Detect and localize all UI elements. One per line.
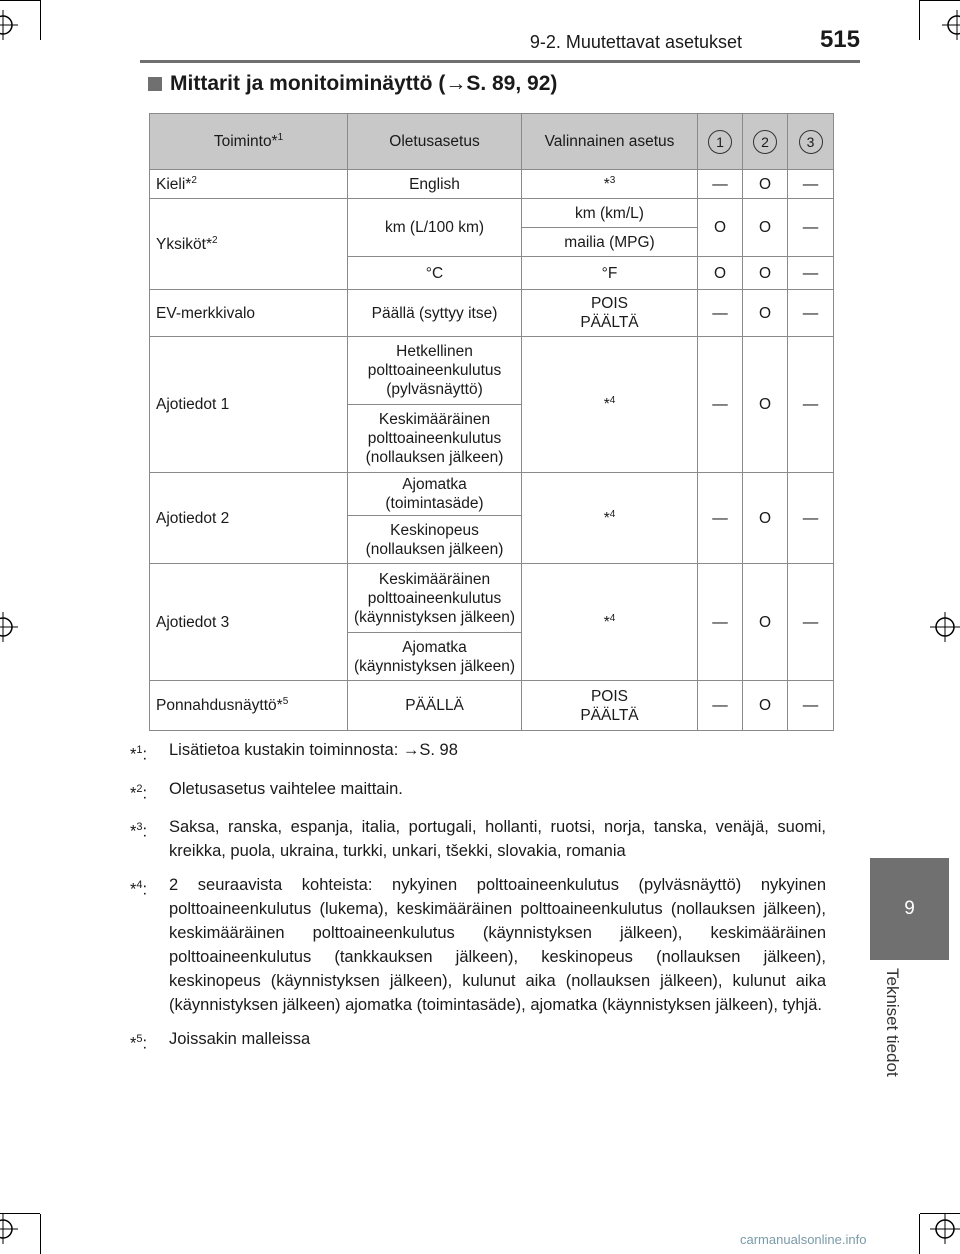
default-value: Ajomatka (toimintasäde) (348, 473, 522, 516)
footnote (130, 873, 826, 1017)
footnote-text: Joissakin malleissa (169, 1030, 311, 1048)
header-function: Toiminto*$^1$ (150, 114, 348, 170)
footnote-mark: *$^2$: (130, 782, 148, 802)
heading-label: Mittarit ja monitoiminäyttö ( (170, 72, 446, 95)
optional-value: POIS PÄÄLTÄ (522, 681, 698, 731)
cell-col-3: — (788, 473, 834, 564)
default-value: Keskimääräinen polttoaineenkulutus (nollauksen jälkeen) (348, 405, 522, 473)
cell-col-2: O (743, 170, 788, 199)
table-row (150, 290, 834, 337)
table-row (150, 199, 834, 228)
header-col-1 (698, 114, 743, 170)
footnote (130, 777, 826, 806)
optional-value: km (km/L) (522, 199, 698, 228)
crop-line (40, 1214, 41, 1254)
cell-col-3: — (788, 257, 834, 290)
chapter-tab: 9 (870, 858, 949, 960)
crop-line (0, 0, 40, 1)
row-name: Ajotiedot 1 (150, 337, 348, 473)
footnote-text: Saksa, ranska, espanja, italia, portugali, hollanti, ruotsi, norja, tanska, venäjä, suomi, kreikka, puola, ukraina, turkki, unkari, tšekki, slovakia, romania (169, 818, 826, 860)
cell-col-3: — (788, 170, 834, 199)
arrow-icon: → (445, 72, 467, 95)
cell-col-2: O (743, 681, 788, 731)
cell-col-3: — (788, 681, 834, 731)
crop-line (919, 1214, 920, 1254)
header-rule (140, 60, 860, 63)
circled-number-icon: 2 (753, 130, 777, 154)
row-name: Ponnahdusnäyttö*$^5$ (150, 681, 348, 731)
optional-value: *$^4$ (522, 473, 698, 564)
default-value: PÄÄLLÄ (348, 681, 522, 731)
default-value: Ajomatka (käynnistyksen jälkeen) (348, 633, 522, 681)
cell-col-3: — (788, 199, 834, 257)
cell-col-2: O (743, 473, 788, 564)
cell-col-1: — (698, 681, 743, 731)
crop-line (919, 0, 920, 40)
crop-line (40, 0, 41, 40)
square-bullet-icon (148, 77, 162, 91)
cell-col-1: O (698, 257, 743, 290)
optional-value: mailia (MPG) (522, 228, 698, 257)
table-row (150, 564, 834, 633)
default-value: Keskinopeus (nollauksen jälkeen) (348, 516, 522, 564)
header-default: Oletusasetus (348, 114, 522, 170)
cell-col-3: — (788, 564, 834, 681)
heading-text (170, 72, 557, 96)
footnote-mark: *$^4$: (130, 879, 148, 899)
footnote-text: Lisätietoa kustakin toiminnosta: →S. 98 (169, 741, 458, 759)
cell-col-1: — (698, 473, 743, 564)
footnote-mark: *$^3$: (130, 821, 148, 841)
settings-table (149, 113, 834, 731)
default-value: km (L/100 km) (348, 199, 522, 257)
table-header-row (150, 114, 834, 170)
header-col-3 (788, 114, 834, 170)
cell-col-3: — (788, 337, 834, 473)
row-name: Yksiköt*$^2$ (150, 199, 348, 290)
registration-mark-icon (930, 612, 960, 642)
cell-col-2: O (743, 257, 788, 290)
row-name: Ajotiedot 2 (150, 473, 348, 564)
default-value: Päällä (syttyy itse) (348, 290, 522, 337)
page-header (140, 26, 860, 56)
cell-col-2: O (743, 290, 788, 337)
footnotes (130, 738, 826, 1066)
default-value: Keskimääräinen polttoaineenkulutus (käynnistyksen jälkeen) (348, 564, 522, 633)
optional-value: *$^4$ (522, 337, 698, 473)
registration-mark-icon (0, 10, 18, 40)
table-row (150, 170, 834, 199)
circled-number-icon: 3 (799, 130, 823, 154)
row-name: EV-merkkivalo (150, 290, 348, 337)
footnote-text: Oletusasetus vaihtelee maittain. (169, 779, 403, 798)
page-number: 515 (819, 26, 860, 53)
section-title: 9-2. Muutettavat asetukset (529, 32, 742, 52)
table-row (150, 681, 834, 731)
footnote (130, 1027, 826, 1056)
registration-mark-icon (0, 1214, 18, 1244)
optional-value: *$^3$ (522, 170, 698, 199)
footnote-text: 2 seuraavista kohteista: nykyinen polttoaineenkulutus (pylväsnäyttö) nykyinen polttoaineenkulutus (lukema), keskimääräinen polttoaineenkulutus (nollauksen jälkeen), keskimääräinen polttoaineenkulutus (käynnistyksen jälkeen), keskimääräinen polttoaineenkulutus (tankkauksen jälkeen), keskinopeus (nollauksen jälkeen), keskinopeus (käynnistyksen jälkeen), kulunut aika (nollauksen jälkeen), kulunut aika (käynnistyksen jälkeen) ajomatka (toimintasäde), ajomatka (käynnistyksen jälkeen), tyhjä. (169, 876, 826, 1014)
section-heading (148, 72, 557, 96)
cell-col-1: O (698, 199, 743, 257)
cell-col-3: — (788, 290, 834, 337)
footnote (130, 815, 826, 863)
row-name: Kieli*$^2$ (150, 170, 348, 199)
cell-col-2: O (743, 199, 788, 257)
optional-value: POIS PÄÄLTÄ (522, 290, 698, 337)
footnote-mark: *$^5$: (130, 1033, 148, 1053)
cell-col-2: O (743, 337, 788, 473)
watermark: carmanualsonline.info (740, 1232, 867, 1247)
cell-col-1: — (698, 564, 743, 681)
heading-page-ref: S. 89, 92) (466, 72, 558, 95)
chapter-label: Tekniset tiedot (883, 968, 902, 1077)
row-name: Ajotiedot 3 (150, 564, 348, 681)
registration-mark-icon (942, 10, 960, 40)
footnote-mark: *$^1$: (130, 744, 148, 764)
table-row (150, 337, 834, 405)
default-value: English (348, 170, 522, 199)
cell-col-1: — (698, 290, 743, 337)
optional-value: *$^4$ (522, 564, 698, 681)
registration-mark-icon (0, 612, 18, 642)
circled-number-icon: 1 (708, 130, 732, 154)
default-value: Hetkellinen polttoaineenkulutus (pylväsnäyttö) (348, 337, 522, 405)
crop-line (920, 0, 960, 1)
header-optional: Valinnainen asetus (522, 114, 698, 170)
cell-col-1: — (698, 337, 743, 473)
default-value: °C (348, 257, 522, 290)
header-col-2 (743, 114, 788, 170)
footnote (130, 738, 826, 767)
cell-col-2: O (743, 564, 788, 681)
optional-value: °F (522, 257, 698, 290)
cell-col-1: — (698, 170, 743, 199)
table-row (150, 473, 834, 516)
registration-mark-icon (930, 1214, 960, 1244)
